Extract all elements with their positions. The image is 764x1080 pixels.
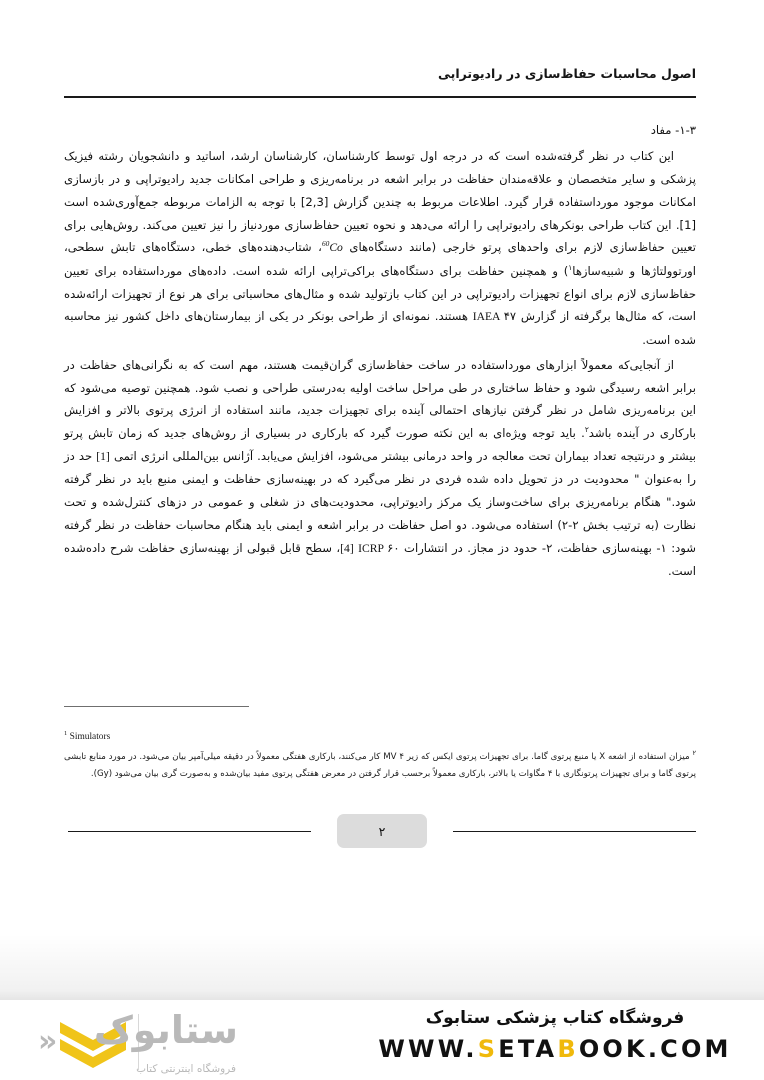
brand-banner	[0, 1000, 764, 1080]
header-divider-rule	[64, 96, 696, 98]
footer-rule-left	[68, 831, 311, 832]
reference-iaea-47: IAEA ۴۷	[472, 310, 517, 324]
isotope-cobalt60	[322, 241, 343, 254]
url-part-4: OOK.COM	[578, 1034, 732, 1063]
wordmark-tagline: فروشگاه اینترنتی کتاب	[136, 1063, 236, 1075]
page-content	[64, 122, 696, 585]
website-url[interactable]	[370, 1033, 740, 1065]
guillemet-icon: «	[38, 1024, 58, 1059]
footnote-rule-wrapper	[64, 706, 696, 725]
url-part-2: ETA	[498, 1034, 558, 1063]
footnote-2	[64, 749, 696, 783]
citation-ref-1: [1]	[96, 449, 110, 463]
shop-title: فروشگاه کتاب پزشکی ستابوک	[425, 1008, 685, 1028]
paragraph-2-text-b: . باید توجه ویژه‌ای به این نکته صورت گیرد که بارکاری در بسیاری از روش‌های جدید که زمان تابش پرتو بیشتر و درنتیجه تعداد بیماران تحت معالجه در واحد درمانی بیشتر می‌شود، افزایش می‌یابد. آژانس بین‌المللی انرژی اتمی	[64, 426, 696, 463]
citation-ref-4: [4]	[340, 541, 354, 555]
isotope-mass-number: 60	[321, 239, 330, 249]
url-part-0: WWW.	[378, 1034, 478, 1063]
paragraph-1-text-b: ، شتاب‌دهنده‌های خطی، دستگاه‌های تابش سطحی، اورتوولتاژها و شبیه‌سازها	[64, 240, 696, 278]
setabook-wordmark	[38, 1008, 238, 1075]
paragraph-2-text-c: حد دز را به‌عنوان " محدودیت در دز تحویل داده شده فردی در نظر می‌گیرد که در بهینه‌سازی حفاظت و ایمنی منبع باید در نظر گرفته شود." هنگام برنامه‌ریزی برای ساخت‌وساز یک مرکز رادیوتراپی، محدودیت‌های دز شغلی و عمومی در دزهای کنترل‌شده و تحت نظارت (به ترتیب بخش ۲-۲) استفاده می‌شود. دو اصل حفاظت در برابر اشعه و ایمنی باید هنگام محاسبات حفاظت در نظر گرفته شود: ۱- بهینه‌سازی حفاظت، ۲- حدود دز مجاز. در انتشارات	[64, 448, 696, 555]
isotope-symbol: Co	[329, 241, 343, 255]
url-part-3: B	[557, 1034, 579, 1063]
page-footer	[0, 812, 764, 852]
footnote-marker-2[interactable]: ۲	[584, 425, 589, 435]
footnote-1-text: Simulators	[69, 732, 111, 742]
paragraph-2	[64, 354, 696, 583]
footnote-1-marker: 1	[64, 729, 68, 737]
brand-text-area	[370, 1006, 740, 1065]
running-header-title: اصول محاسبات حفاظ‌سازی در رادیوتراپی	[438, 66, 696, 81]
footnote-2-text: میزان استفاده از اشعه X یا منبع پرتوی گاما. برای تجهیزات پرتوی ایکس که زیر ۴ MV کار می‌کنند، بارکاری هفتگی معمولاً در دقیقه میلی‌آمپر بیان می‌شود. در مورد منابع تابشی پرتوی گاما و برای تجهیزات پرتونگاری با ۴ مگاوات یا بالاتر، بارکاری معمولاً برحسب قرار گرفتن در معرض هفتگی پرتوی مفید بیان‌شده و به‌صورت گری بیان می‌شود (Gy).	[64, 752, 696, 780]
reference-icrp-60: ICRP ۶۰	[358, 541, 400, 555]
page-number-badge: ۲	[337, 814, 427, 848]
page-bottom-shadow	[0, 880, 764, 1000]
footnote-block	[64, 706, 696, 783]
footnote-1	[64, 728, 696, 746]
paragraph-2-text-d: ، سطح قابل قبولی از بهینه‌سازی حفاظت شرح داده‌شده است.	[64, 540, 696, 579]
footnote-separator-rule	[64, 706, 249, 707]
url-part-1: S	[477, 1034, 499, 1063]
footer-rule-right	[453, 831, 696, 832]
paragraph-1-text-d: هستند. نمونه‌ای از طراحی بونکر در یکی از بیمارستان‌های داخل کشور نیز محاسبه شده است.	[64, 309, 696, 348]
wordmark-text: ستابوک	[93, 1008, 238, 1052]
running-header	[64, 66, 696, 82]
paragraph-1-text-c: ) و همچنین حفاظت برای دستگاه‌های براکی‌تراپی ارائه شده است. داده‌های مورداستفاده برای تعیین حفاظ‌سازی لازم برای انواع تجهیزات رادیوتراپی در این کتاب بازتولید شده و مثال‌های محاسباتی برای هر نوع از تجهیزات ارائه‌شده است، که مثال‌ها برگرفته از گزارش	[64, 263, 696, 324]
paragraph-1	[64, 145, 696, 351]
paragraph-1-text-a: این کتاب در نظر گرفته‌شده است که در درجه اول توسط کارشناسان، کارشناسان ارشد، اساتید و دانشجویان رشته فیزیک پزشکی و سایر متخصصان و علاقه‌مندان حفاظت در برابر اشعه در برنامه‌ریزی و طراحی امکانات جدید رادیوتراپی و در بازسازی امکانات موجود مورداستفاده قرار گیرد. اطلاعات مربوط به چندین گزارش [2,3] با توجه به الزامات مربوطه جمع‌آوری‌شده است [1]. این کتاب طراحی بونکرهای رادیوتراپی را ارائه می‌دهد و نحوه تعیین حفاظ‌سازی موردنیاز را نیز تعیین می‌کند. روش‌هایی برای تعیین حفاظ‌سازی لازم برای واحدهای پرتو خارجی (مانند دستگاه‌های	[64, 149, 697, 255]
paragraph-2-text-a: از آنجایی‌که معمولاً ابزارهای مورداستفاده در ساخت حفاظ‌سازی گران‌قیمت هستند، مهم است که به نگرانی‌های حفاظت در برابر اشعه رسیدگی شود و حفاظ ساختاری در طی مراحل ساخت اولیه به‌درستی طراحی و نصب شود. همچنین توصیه می‌شود که این برنامه‌ریزی شامل در نظر گرفتن نیازهای احتمالی آینده برای تجهیزات جدید، مانند استفاده از انرژی پرتوی بالاتر و افزایش بارکاری در آینده باشد	[64, 357, 696, 441]
brand-logo-area[interactable]	[38, 1008, 342, 1075]
section-heading: ۱-۳- مفاد	[650, 123, 696, 137]
footnote-2-marker: ۲	[692, 749, 696, 758]
footnote-marker-1[interactable]: ۱	[568, 263, 573, 273]
